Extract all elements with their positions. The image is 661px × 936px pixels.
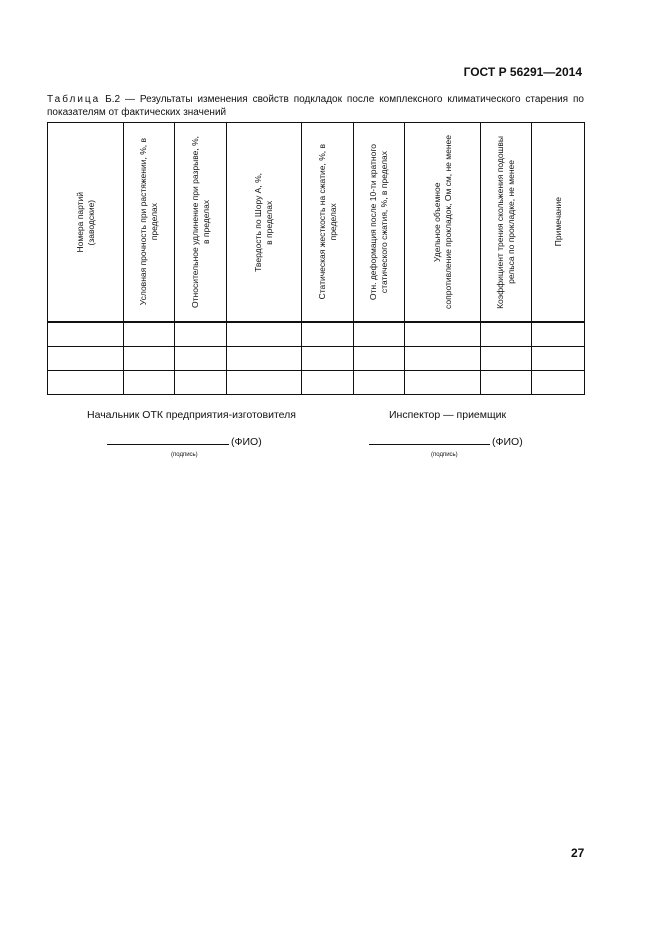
signature-right-title: Инспектор — приемщик [389,409,507,421]
table-cell[interactable] [302,347,354,371]
signature-left-sub: (подпись) [171,452,198,458]
signature-left-title: Начальник ОТК предприятия-изготовителя [87,409,296,421]
table-cell[interactable] [481,322,532,347]
signature-right-blank[interactable] [369,433,490,445]
table-cell[interactable] [481,347,532,371]
column-header [124,123,175,323]
table-cell[interactable] [175,322,227,347]
signature-left-fio: (ФИО) [231,436,262,448]
column-header [227,123,302,323]
table-cell[interactable] [532,347,585,371]
column-header [405,123,481,323]
table-body [48,322,585,395]
column-header-label: Примечание [552,197,563,247]
table-cell[interactable] [124,347,175,371]
table-caption [47,93,584,119]
table-cell[interactable] [405,322,481,347]
table-cell[interactable] [302,322,354,347]
table-cell[interactable] [405,371,481,395]
signature-right-sub: (подпись) [431,452,458,458]
table-cell[interactable] [175,371,227,395]
caption-label: Таблица [47,94,101,105]
table-cell[interactable] [175,347,227,371]
column-header-label: Коэффициент трения скольжения подошвы рельса по прокладке, не менее [495,135,516,309]
column-header [354,123,405,323]
signature-right-line[interactable] [369,433,523,448]
column-header [532,123,585,323]
column-header [302,123,354,323]
column-header [481,123,532,323]
table-row [48,371,585,395]
results-table [47,122,585,395]
table-header-row [48,123,585,323]
table-cell[interactable] [532,322,585,347]
column-header-label: Удельное объемное сопротивление прокладок, Ом см, не менее [431,135,453,309]
table-row [48,347,585,371]
column-header-label: Статическая жесткость на сжатие, %, в пределах [316,144,338,300]
table-cell[interactable] [48,371,124,395]
table-cell[interactable] [227,347,302,371]
column-header-label: Номера партий (заводские) [74,191,96,253]
column-header [175,123,227,323]
table-cell[interactable] [124,371,175,395]
document-code: ГОСТ Р 56291—2014 [463,65,582,79]
table-cell[interactable] [354,347,405,371]
page-number: 27 [571,846,585,860]
table-cell[interactable] [48,322,124,347]
column-header [48,123,124,323]
column-header-label: Условная прочность при растяжении, %, в пределах [138,138,159,306]
table-cell[interactable] [354,371,405,395]
table-cell[interactable] [227,371,302,395]
table-cell[interactable] [124,322,175,347]
caption-text: Б.2 — Результаты изменения свойств подкладок после комплексного климатического старения по показателям от фактических значений [47,94,584,118]
table-cell[interactable] [48,347,124,371]
table-cell[interactable] [227,322,302,347]
table-cell[interactable] [354,322,405,347]
table-cell[interactable] [532,371,585,395]
table-cell[interactable] [481,371,532,395]
table-cell[interactable] [302,371,354,395]
signature-left-line[interactable] [107,433,262,448]
table-cell[interactable] [405,347,481,371]
table-row [48,322,585,347]
signature-right-fio: (ФИО) [492,436,523,448]
column-header-label: Отн. деформация после 10-ти кратного статического сжатия, %, в пределах [368,143,389,301]
column-header-label: Твердость по Шору А, %, в пределах [253,172,274,272]
column-header-label: Относительное удлинение при разрыве, %, в пределах [189,136,211,308]
signature-left-blank[interactable] [107,433,229,445]
